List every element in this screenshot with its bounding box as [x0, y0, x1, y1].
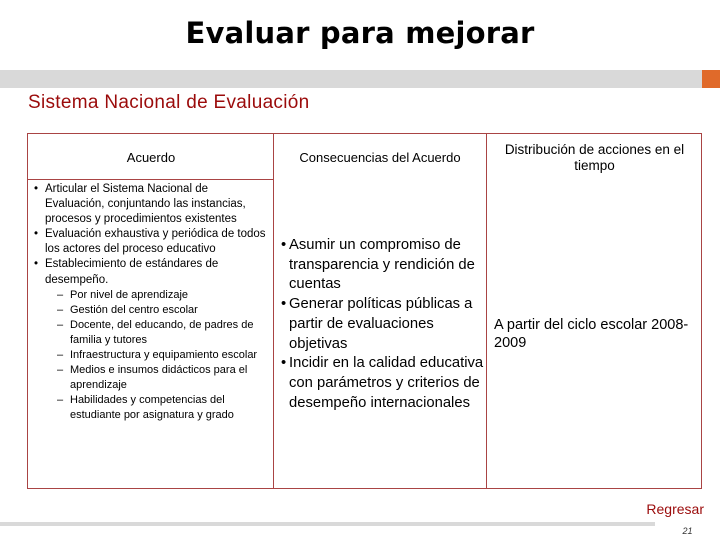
list-item: • Generar políticas públicas a partir de evaluaciones objetivas [281, 295, 486, 354]
sub-list-item: – Medios e insumos didácticos para el aprendizaje [32, 363, 268, 393]
slide-title: Evaluar para mejorar [185, 16, 535, 50]
list-item: • Evaluación exhaustiva y periódica de todos los actores del proceso educativo [32, 227, 268, 257]
header-distribucion: Distribución de acciones en el tiempo [504, 142, 685, 173]
acuerdo-content [32, 182, 268, 423]
header-divider [28, 179, 274, 180]
header-band [0, 70, 720, 88]
list-item: • Incidir en la calidad educativa con parámetros y criterios de desempeño internacionales [281, 354, 486, 413]
distribucion-content: A partir del ciclo escolar 2008-2009 [494, 317, 689, 351]
header-acuerdo: Acuerdo [126, 150, 176, 165]
list-item: • Establecimiento de estándares de desempeño. [32, 257, 268, 287]
sub-list-item: – Por nivel de aprendizaje [32, 288, 268, 303]
column-divider [273, 134, 274, 488]
sub-list-item: – Infraestructura y equipamiento escolar [32, 348, 268, 363]
sub-list-item: – Gestión del centro escolar [32, 303, 268, 318]
footer-bar [0, 522, 720, 526]
header-band-accent [702, 70, 720, 88]
consecuencias-content [281, 236, 486, 413]
sub-list-item: – Docente, del educando, de padres de familia y tutores [32, 318, 268, 348]
list-item: • Asumir un compromiso de transparencia y rendición de cuentas [281, 236, 486, 295]
back-link[interactable]: Regresar [646, 501, 704, 517]
list-item: • Articular el Sistema Nacional de Evaluación, conjuntando las instancias, procesos y procedimientos existentes [32, 182, 268, 227]
header-consecuencias: Consecuencias del Acuerdo [299, 150, 461, 165]
slide-subtitle: Sistema Nacional de Evaluación [28, 92, 310, 113]
sub-list-item: – Habilidades y competencias del estudiante por asignatura y grado [32, 393, 268, 423]
column-divider [486, 134, 487, 488]
page-number: 21 [655, 522, 720, 540]
agreement-table [27, 133, 702, 489]
